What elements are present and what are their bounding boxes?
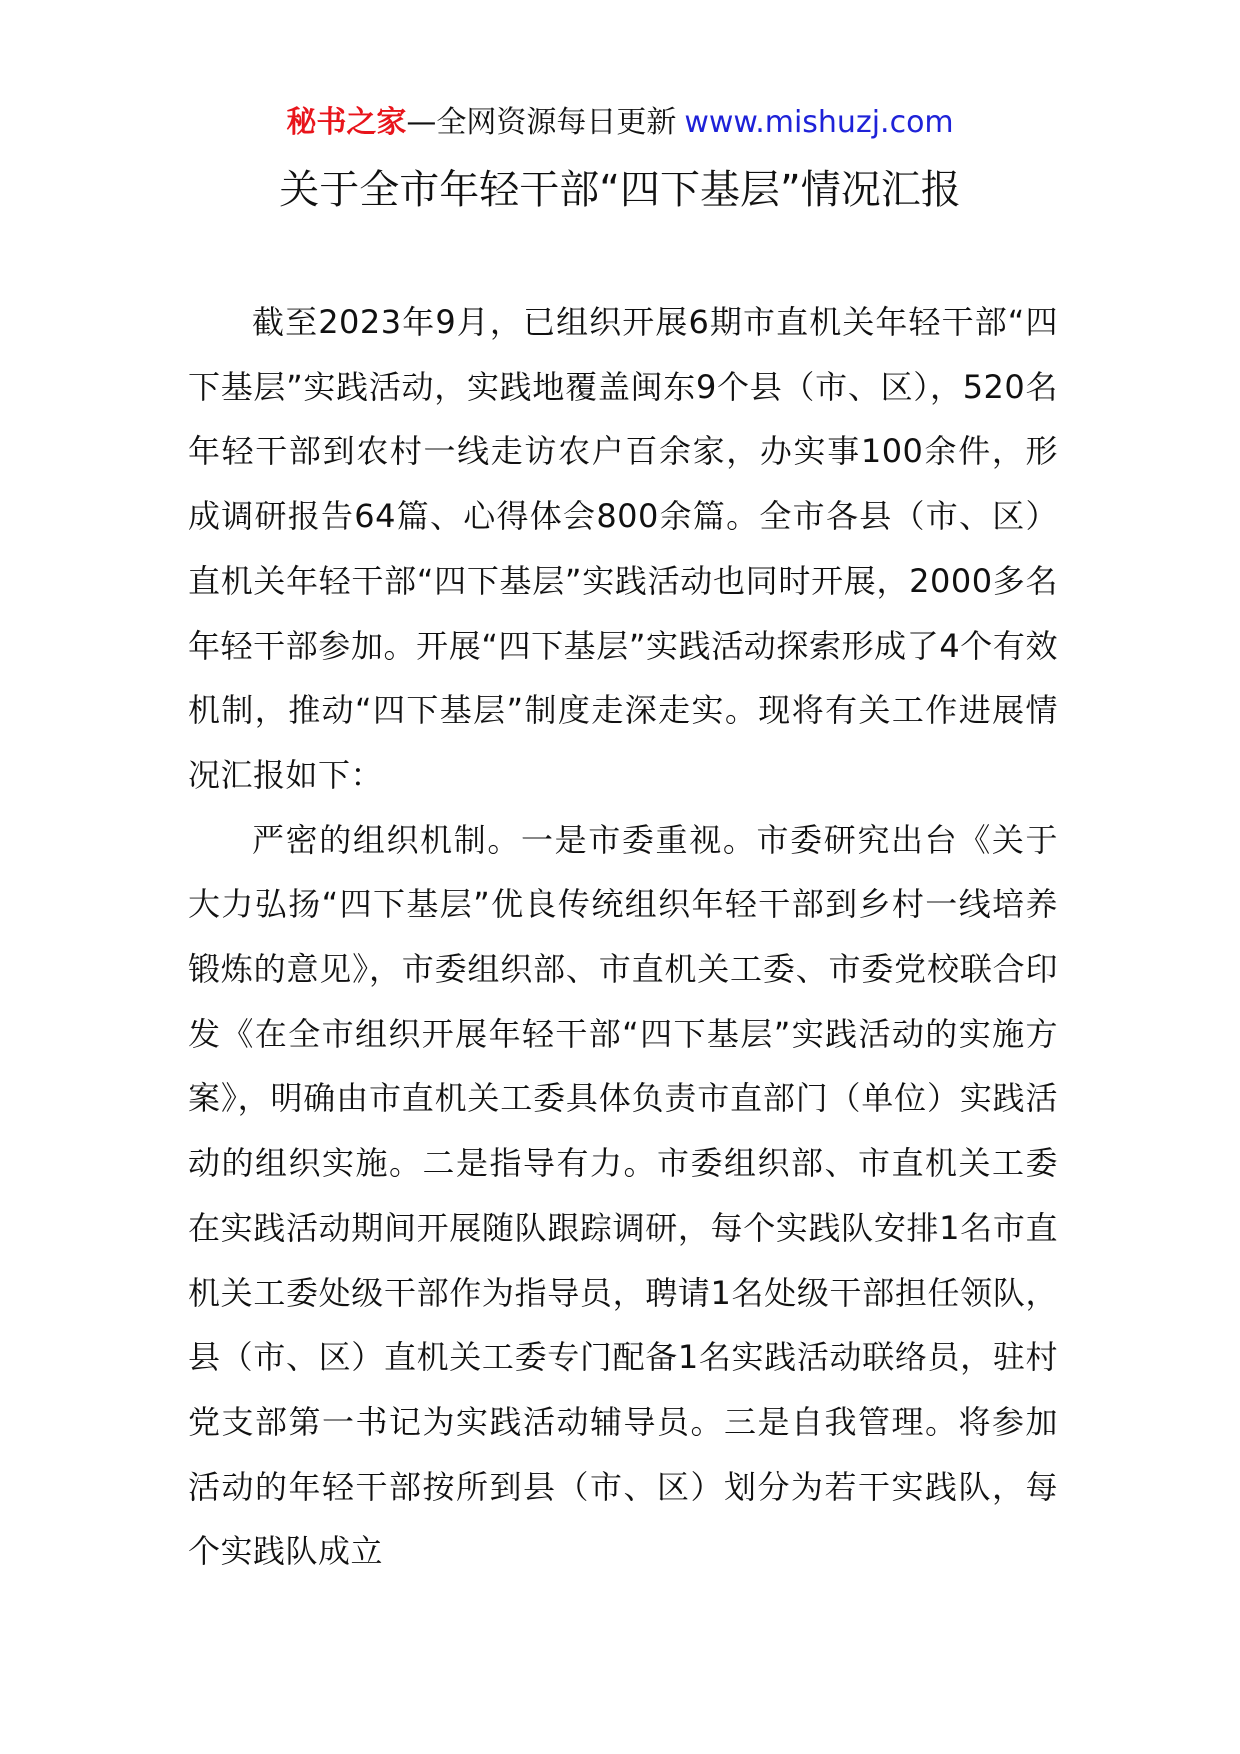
- site-url-link[interactable]: www.mishuzj.com: [684, 105, 954, 140]
- site-header: [0, 102, 1240, 144]
- header-slogan: —全网资源每日更新: [406, 105, 677, 140]
- paragraph-intro: 截至2023年9月，已组织开展6期市直机关年轻干部“四下基层”实践活动，实践地覆盖闽东9个县（市、区），520名年轻干部到农村一线走访农户百余家，办实事100余件，形成调研报告64篇、心得体会800余篇。全市各县（市、区）直机关年轻干部“四下基层”实践活动也同时开展，2000多名年轻干部参加。开展“四下基层”实践活动探索形成了4个有效机制，推动“四下基层”制度走深走实。现将有关工作进展情况汇报如下：: [188, 303, 1058, 794]
- document-title: 关于全市年轻干部“四下基层”情况汇报: [279, 167, 961, 213]
- brand-name: 秘书之家: [286, 105, 407, 140]
- document-body: [188, 290, 1058, 1584]
- paragraph-organization-mechanism: 严密的组织机制。一是市委重视。市委研究出台《关于大力弘扬“四下基层”优良传统组织年轻干部到乡村一线培养锻炼的意见》，市委组织部、市直机关工委、市委党校联合印发《在全市组织开展年轻干部“四下基层”实践活动的实施方案》，明确由市直机关工委具体负责市直部门（单位）实践活动的组织实施。二是指导有力。市委组织部、市直机关工委在实践活动期间开展随队跟踪调研，每个实践队安排1名市直机关工委处级干部作为指导员，聘请1名处级干部担任领队，县（市、区）直机关工委专门配备1名实践活动联络员，驻村党支部第一书记为实践活动辅导员。三是自我管理。将参加活动的年轻干部按所到县（市、区）划分为若干实践队，每个实践队成立: [188, 820, 1058, 1571]
